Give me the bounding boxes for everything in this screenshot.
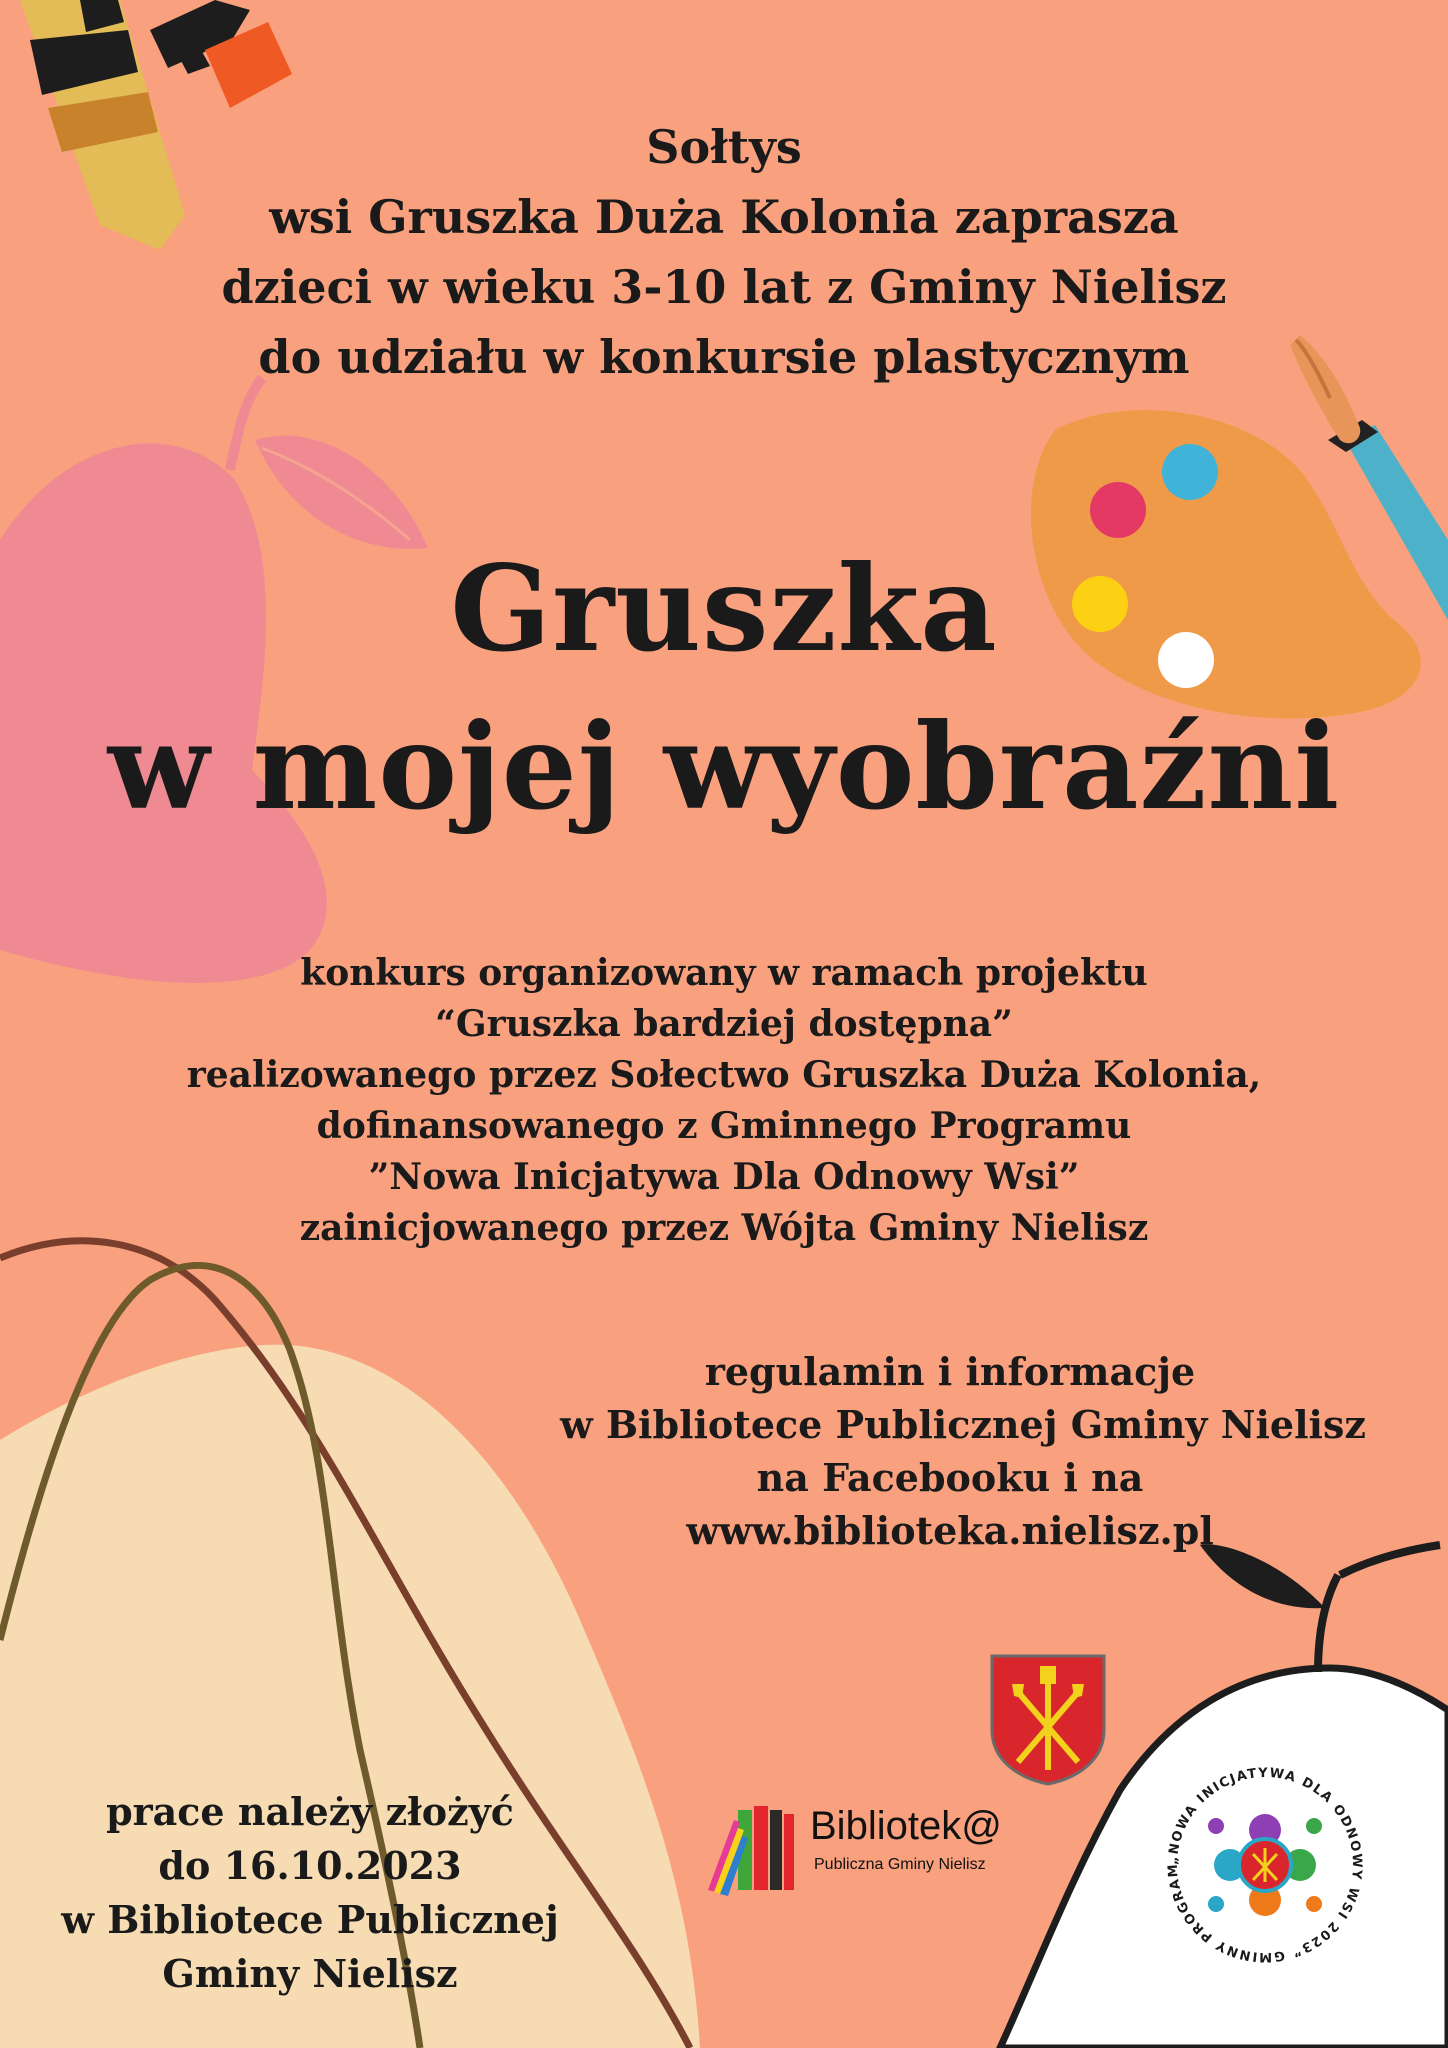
library-name: Bibliotek@ — [810, 1804, 1002, 1848]
project-line: zainicjowanego przez Wójta Gminy Nielisz — [299, 1207, 1149, 1249]
rules-line: w Bibliotece Publicznej Gminy Nielisz — [560, 1402, 1366, 1447]
deadline-line: w Bibliotece Publicznej — [61, 1897, 559, 1942]
rules-line: na Facebooku i na — [756, 1455, 1144, 1500]
poster-title — [0, 530, 1448, 846]
submission-deadline — [30, 1785, 590, 2001]
library-logo — [708, 1800, 1038, 1900]
books-icon — [708, 1800, 808, 1900]
header-line: wsi Gruszka Duża Kolonia zaprasza — [269, 190, 1179, 244]
website-link[interactable]: www.biblioteka.nielisz.pl — [686, 1508, 1214, 1553]
program-ring-text: „NOWA INICJATYWA DLA ODNOWY WSI 2023” GMINNY PROGRAM — [1165, 1765, 1365, 1965]
library-subtitle: Publiczna Gminy Nielisz — [814, 1856, 986, 1873]
title-line: w mojej wyobraźni — [107, 697, 1341, 836]
deadline-line: prace należy złożyć — [106, 1789, 514, 1834]
project-line: dofinansowanego z Gminnego Programu — [316, 1105, 1132, 1147]
header-line: dzieci w wieku 3-10 lat z Gminy Nielisz — [221, 260, 1227, 314]
header-line: do udziału w konkursie plastycznym — [258, 330, 1190, 384]
deadline-date: do 16.10.2023 — [158, 1843, 462, 1888]
project-line: realizowanego przez Sołectwo Gruszka Duża Kolonia, — [186, 1054, 1262, 1096]
program-emblem-icon — [1150, 1750, 1380, 1980]
title-line: Gruszka — [450, 539, 998, 678]
project-description — [0, 948, 1448, 1254]
rules-info — [560, 1345, 1366, 1557]
header-line: Sołtys — [646, 120, 802, 174]
project-line: ”Nowa Inicjatywa Dla Odnowy Wsi” — [368, 1156, 1080, 1198]
project-line: konkurs organizowany w ramach projektu — [300, 952, 1148, 994]
coat-of-arms-icon — [988, 1652, 1108, 1786]
crayon-tip-icon — [150, 0, 292, 108]
deadline-line: Gminy Nielisz — [162, 1951, 458, 1996]
rules-line: regulamin i informacje — [704, 1349, 1196, 1394]
header-invitation — [0, 112, 1448, 392]
project-line: “Gruszka bardziej dostępna” — [435, 1003, 1013, 1045]
